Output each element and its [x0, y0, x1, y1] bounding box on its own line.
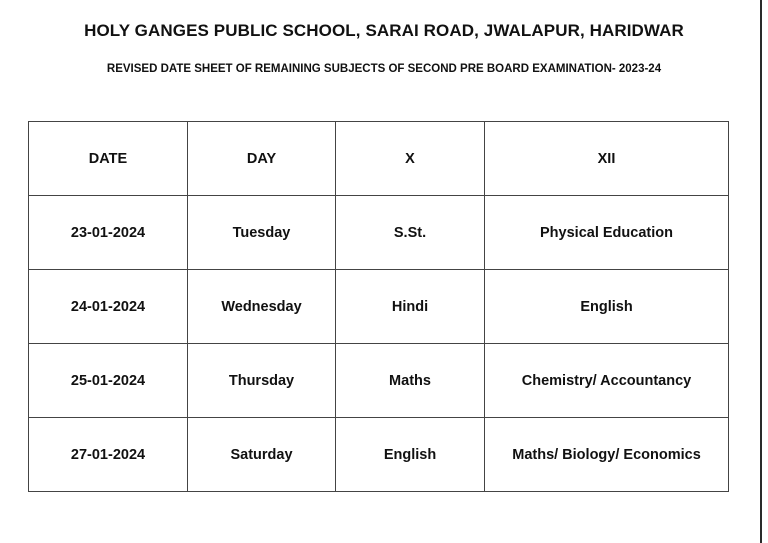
table-header-row	[29, 122, 729, 196]
cell-day: Tuesday	[188, 196, 336, 270]
header-class-xii: XII	[485, 122, 729, 196]
header-day: DAY	[188, 122, 336, 196]
cell-class-x: English	[336, 418, 485, 492]
table-row	[29, 418, 729, 492]
cell-class-xii: Physical Education	[485, 196, 729, 270]
page-title: HOLY GANGES PUBLIC SCHOOL, SARAI ROAD, JWALAPUR, HARIDWAR	[84, 21, 684, 40]
table-row	[29, 196, 729, 270]
cell-day: Thursday	[188, 344, 336, 418]
cell-day: Wednesday	[188, 270, 336, 344]
table-row	[29, 270, 729, 344]
page-subtitle: REVISED DATE SHEET OF REMAINING SUBJECTS OF SECOND PRE BOARD EXAMINATION- 2023-24	[106, 63, 662, 75]
cell-class-xii: English	[485, 270, 729, 344]
cell-class-x: Hindi	[336, 270, 485, 344]
page-edge-line	[760, 0, 762, 543]
cell-date: 23-01-2024	[29, 196, 188, 270]
cell-date: 24-01-2024	[29, 270, 188, 344]
cell-date: 25-01-2024	[29, 344, 188, 418]
cell-class-xii: Chemistry/ Accountancy	[485, 344, 729, 418]
header-class-x: X	[336, 122, 485, 196]
cell-class-xii: Maths/ Biology/ Economics	[485, 418, 729, 492]
cell-class-x: S.St.	[336, 196, 485, 270]
table-row	[29, 344, 729, 418]
cell-class-x: Maths	[336, 344, 485, 418]
cell-date: 27-01-2024	[29, 418, 188, 492]
date-sheet-table	[28, 121, 729, 492]
header-date: DATE	[29, 122, 188, 196]
cell-day: Saturday	[188, 418, 336, 492]
